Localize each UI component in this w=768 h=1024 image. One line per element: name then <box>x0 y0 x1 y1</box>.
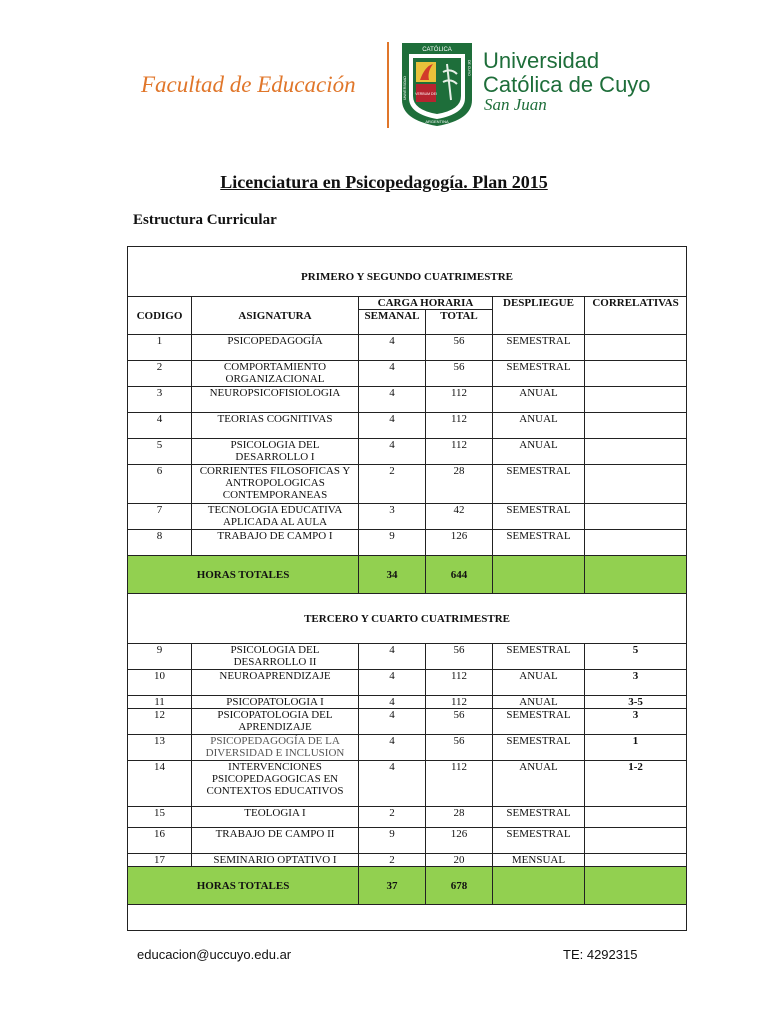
cell-semanal: 9 <box>359 828 426 854</box>
cell-despliegue: SEMESTRAL <box>493 530 585 556</box>
cell-correlativas: 1 <box>585 735 687 761</box>
university-name-line2: Católica de Cuyo <box>483 72 651 97</box>
cell-correlativas <box>585 361 687 387</box>
cell-correlativas <box>585 530 687 556</box>
seal-center-text: VERBUM DEI <box>415 92 437 96</box>
cell-codigo: 11 <box>128 696 192 709</box>
cell-codigo: 5 <box>128 439 192 465</box>
cell-codigo: 9 <box>128 644 192 670</box>
cell-codigo: 12 <box>128 709 192 735</box>
cell-asignatura: TEOLOGIA I <box>192 807 359 828</box>
cell-correlativas: 1-2 <box>585 761 687 807</box>
header-carga-horaria: CARGA HORARIA <box>359 297 493 310</box>
cell-despliegue: SEMESTRAL <box>493 735 585 761</box>
header-divider <box>387 42 389 128</box>
table-row <box>128 670 687 696</box>
header-correlativas: CORRELATIVAS <box>585 297 687 335</box>
table-row <box>128 413 687 439</box>
table-row <box>128 854 687 867</box>
cell-despliegue: SEMESTRAL <box>493 335 585 361</box>
table-row <box>128 335 687 361</box>
cell-asignatura: INTERVENCIONES PSICOPEDAGOGICAS EN CONTEXTOS EDUCATIVOS <box>192 761 359 807</box>
cell-semanal: 4 <box>359 644 426 670</box>
cell-correlativas: 5 <box>585 644 687 670</box>
cell-semanal: 3 <box>359 504 426 530</box>
table-row <box>128 696 687 709</box>
cell-codigo: 15 <box>128 807 192 828</box>
totals-empty <box>585 556 687 594</box>
cell-codigo: 14 <box>128 761 192 807</box>
cell-despliegue: ANUAL <box>493 761 585 807</box>
section-subtitle: Estructura Curricular <box>133 212 277 228</box>
cell-semanal: 4 <box>359 335 426 361</box>
header-row <box>128 297 687 310</box>
cell-asignatura: PSICOLOGIA DEL DESARROLLO II <box>192 644 359 670</box>
table-row <box>128 761 687 807</box>
cell-asignatura: TRABAJO DE CAMPO II <box>192 828 359 854</box>
totals-total: 678 <box>426 867 493 905</box>
totals-row <box>128 556 687 594</box>
cell-asignatura: COMPORTAMIENTO ORGANIZACIONAL <box>192 361 359 387</box>
footer-phone: TE: 4292315 <box>563 947 638 962</box>
cell-despliegue: SEMESTRAL <box>493 504 585 530</box>
cell-total: 28 <box>426 807 493 828</box>
cell-total: 112 <box>426 670 493 696</box>
cell-semanal: 4 <box>359 670 426 696</box>
section-title: TERCERO Y CUARTO CUATRIMESTRE <box>128 594 687 644</box>
cell-despliegue: ANUAL <box>493 387 585 413</box>
seal-right-text: DE CUYO <box>467 60 471 76</box>
section-title-row <box>128 247 687 297</box>
cell-asignatura: PSICOPATOLOGIA I <box>192 696 359 709</box>
cell-correlativas <box>585 828 687 854</box>
cell-semanal: 2 <box>359 854 426 867</box>
cell-despliegue: ANUAL <box>493 413 585 439</box>
cell-semanal: 4 <box>359 735 426 761</box>
seal-bottom-text: ARGENTINA <box>425 119 449 124</box>
cell-correlativas <box>585 413 687 439</box>
cell-codigo: 1 <box>128 335 192 361</box>
cell-despliegue: SEMESTRAL <box>493 828 585 854</box>
cell-asignatura: NEUROPSICOFISIOLOGIA <box>192 387 359 413</box>
cell-semanal: 4 <box>359 696 426 709</box>
table-row <box>128 709 687 735</box>
cell-correlativas <box>585 465 687 504</box>
footer-email: educacion@uccuyo.edu.ar <box>137 947 292 962</box>
totals-empty <box>585 867 687 905</box>
faculty-name: Facultad de Educación <box>141 72 356 97</box>
cell-codigo: 13 <box>128 735 192 761</box>
cell-semanal: 9 <box>359 530 426 556</box>
cell-total: 56 <box>426 335 493 361</box>
table-row <box>128 807 687 828</box>
cell-codigo: 6 <box>128 465 192 504</box>
cell-correlativas <box>585 854 687 867</box>
header-despliegue: DESPLIEGUE <box>493 297 585 335</box>
table-row <box>128 828 687 854</box>
university-city: San Juan <box>484 95 547 114</box>
university-seal-icon <box>399 40 475 128</box>
cell-total: 126 <box>426 530 493 556</box>
cell-asignatura: NEUROAPRENDIZAJE <box>192 670 359 696</box>
page-title: Licenciatura en Psicopedagogía. Plan 2015 <box>220 172 548 192</box>
university-name-line1: Universidad <box>483 48 600 73</box>
cell-codigo: 17 <box>128 854 192 867</box>
table-row <box>128 504 687 530</box>
cell-total: 56 <box>426 709 493 735</box>
cell-despliegue: ANUAL <box>493 670 585 696</box>
cell-codigo: 3 <box>128 387 192 413</box>
totals-empty <box>493 867 585 905</box>
cell-codigo: 8 <box>128 530 192 556</box>
cell-total: 56 <box>426 644 493 670</box>
header-codigo: CODIGO <box>128 297 192 335</box>
cell-asignatura: TEORIAS COGNITIVAS <box>192 413 359 439</box>
cell-correlativas <box>585 807 687 828</box>
cell-despliegue: SEMESTRAL <box>493 465 585 504</box>
cell-total: 126 <box>426 828 493 854</box>
cell-codigo: 7 <box>128 504 192 530</box>
totals-total: 644 <box>426 556 493 594</box>
cell-codigo: 16 <box>128 828 192 854</box>
cell-correlativas <box>585 439 687 465</box>
cell-despliegue: ANUAL <box>493 696 585 709</box>
cell-total: 112 <box>426 696 493 709</box>
table-row <box>128 361 687 387</box>
table-row <box>128 530 687 556</box>
table-row <box>128 465 687 504</box>
cell-asignatura: PSICOLOGIA DEL DESARROLLO I <box>192 439 359 465</box>
cell-despliegue: SEMESTRAL <box>493 807 585 828</box>
cell-asignatura: TRABAJO DE CAMPO I <box>192 530 359 556</box>
cell-correlativas <box>585 504 687 530</box>
cell-total: 20 <box>426 854 493 867</box>
cell-total: 56 <box>426 361 493 387</box>
totals-semanal: 34 <box>359 556 426 594</box>
cell-total: 112 <box>426 761 493 807</box>
cell-asignatura: PSICOPEDAGOGÍA DE LA DIVERSIDAD E INCLUSION <box>192 735 359 761</box>
cell-total: 56 <box>426 735 493 761</box>
totals-empty <box>493 556 585 594</box>
cell-correlativas <box>585 335 687 361</box>
table-row <box>128 387 687 413</box>
table-row <box>128 644 687 670</box>
table-empty-row <box>128 905 687 931</box>
totals-semanal: 37 <box>359 867 426 905</box>
header-asignatura: ASIGNATURA <box>192 297 359 335</box>
cell-despliegue: SEMESTRAL <box>493 361 585 387</box>
cell-semanal: 4 <box>359 709 426 735</box>
cell-total: 28 <box>426 465 493 504</box>
seal-top-text: CATÓLICA <box>422 47 452 53</box>
cell-despliegue: SEMESTRAL <box>493 709 585 735</box>
cell-codigo: 4 <box>128 413 192 439</box>
cell-semanal: 2 <box>359 465 426 504</box>
cell-correlativas: 3 <box>585 709 687 735</box>
curriculum-table <box>127 246 687 931</box>
cell-correlativas <box>585 387 687 413</box>
totals-label: HORAS TOTALES <box>128 556 359 594</box>
cell-asignatura: PSICOPEDAGOGÍA <box>192 335 359 361</box>
cell-semanal: 4 <box>359 361 426 387</box>
cell-correlativas: 3 <box>585 670 687 696</box>
cell-despliegue: MENSUAL <box>493 854 585 867</box>
section-title-row <box>128 594 687 644</box>
cell-asignatura: TECNOLOGIA EDUCATIVA APLICADA AL AULA <box>192 504 359 530</box>
curriculum-table-body <box>128 247 687 931</box>
empty-cell <box>128 905 687 931</box>
cell-total: 112 <box>426 439 493 465</box>
cell-total: 112 <box>426 387 493 413</box>
cell-semanal: 4 <box>359 761 426 807</box>
page-title-wrap <box>0 172 768 193</box>
header-semanal: SEMANAL <box>359 310 426 335</box>
totals-row <box>128 867 687 905</box>
cell-correlativas: 3-5 <box>585 696 687 709</box>
section-title: PRIMERO Y SEGUNDO CUATRIMESTRE <box>128 247 687 297</box>
cell-semanal: 4 <box>359 413 426 439</box>
table-row <box>128 439 687 465</box>
cell-asignatura: PSICOPATOLOGIA DEL APRENDIZAJE <box>192 709 359 735</box>
cell-semanal: 4 <box>359 439 426 465</box>
cell-total: 112 <box>426 413 493 439</box>
cell-semanal: 4 <box>359 387 426 413</box>
cell-total: 42 <box>426 504 493 530</box>
cell-codigo: 2 <box>128 361 192 387</box>
table-row <box>128 735 687 761</box>
page-header <box>0 38 768 130</box>
cell-despliegue: SEMESTRAL <box>493 644 585 670</box>
seal-left-text: UNIVERSIDAD <box>403 76 407 100</box>
cell-asignatura: CORRIENTES FILOSOFICAS Y ANTROPOLOGICAS CONTEMPORANEAS <box>192 465 359 504</box>
cell-despliegue: ANUAL <box>493 439 585 465</box>
cell-codigo: 10 <box>128 670 192 696</box>
cell-asignatura: SEMINARIO OPTATIVO I <box>192 854 359 867</box>
header-total: TOTAL <box>426 310 493 335</box>
cell-semanal: 2 <box>359 807 426 828</box>
totals-label: HORAS TOTALES <box>128 867 359 905</box>
